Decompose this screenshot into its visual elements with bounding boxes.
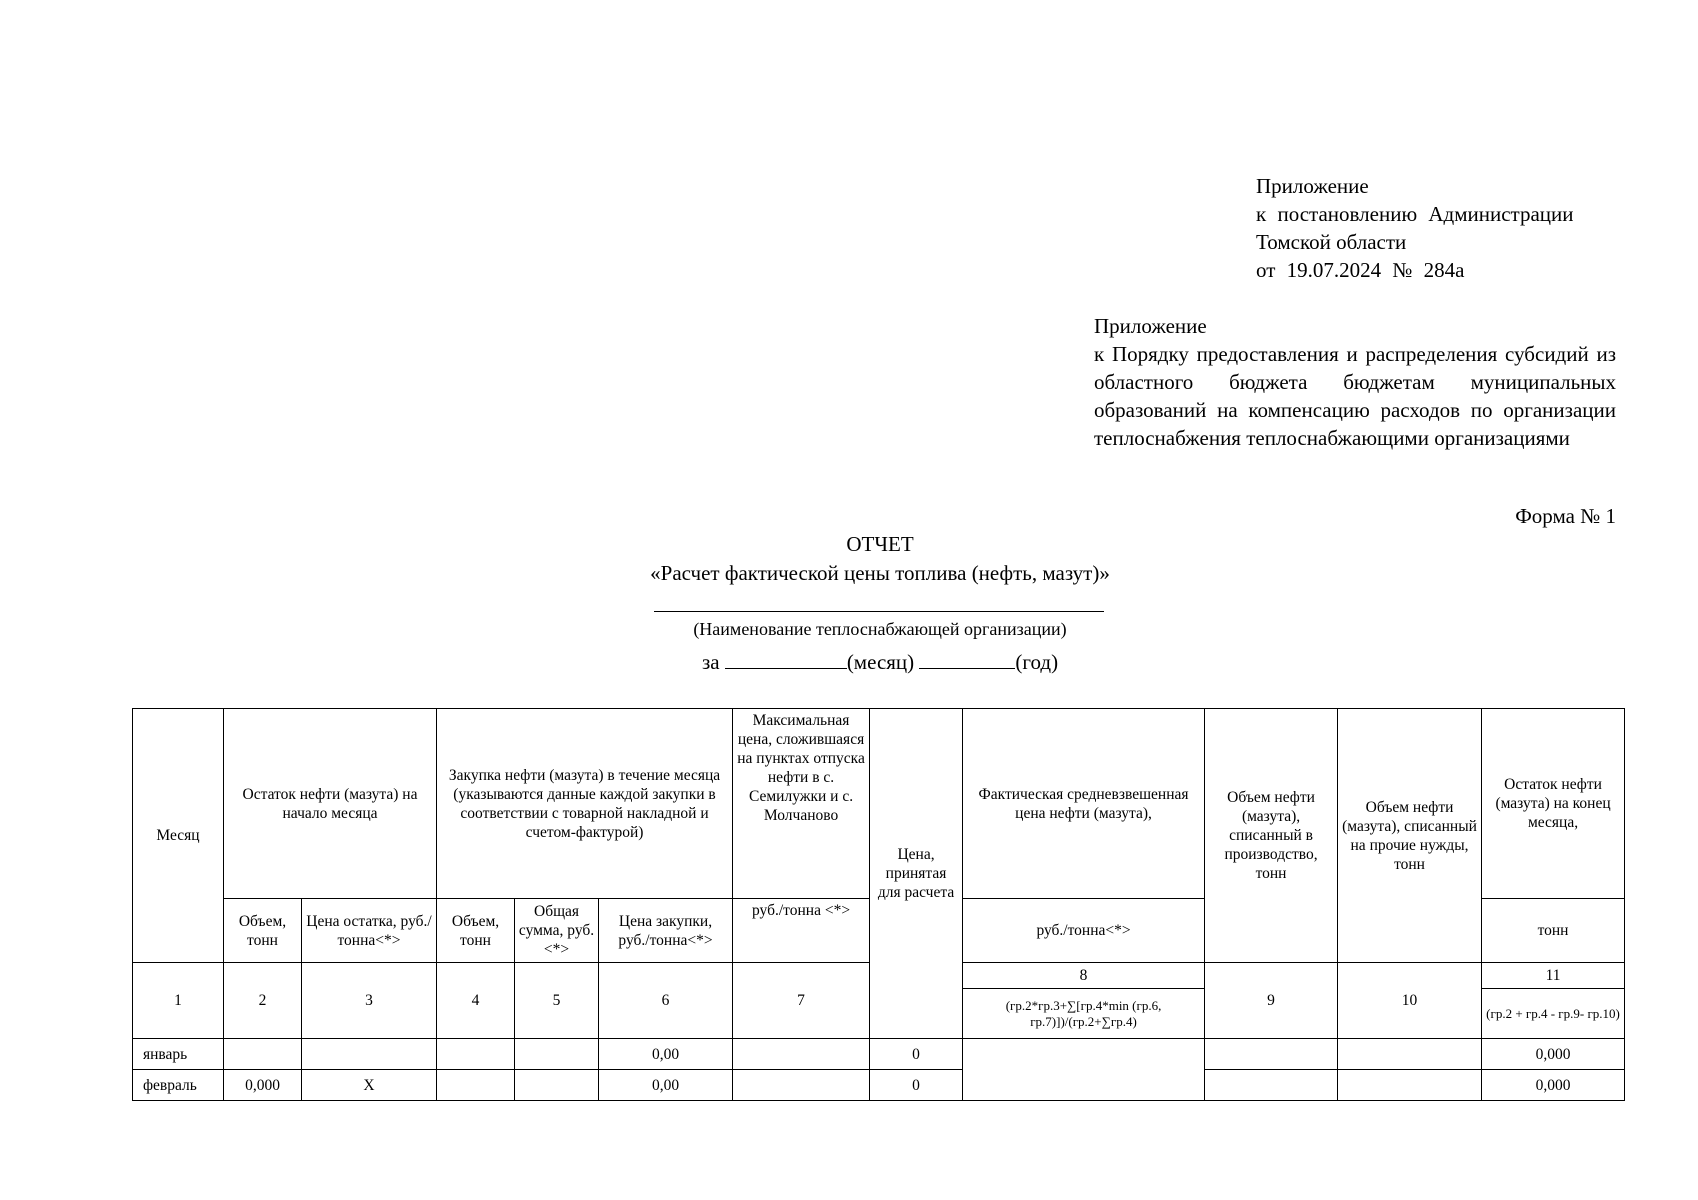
- table-header-row: [133, 709, 1625, 899]
- subheader-remainder-end-unit: тонн: [1482, 899, 1625, 963]
- header-actual-price: Фактическая средневзвешенная цена нефти (мазута),: [963, 709, 1205, 899]
- appendix-order-line2: к постановлению Администрации: [1256, 202, 1574, 226]
- header-remainder-end: Остаток нефти (мазута) на конец месяца,: [1482, 709, 1625, 899]
- cell-price-start: [302, 1039, 437, 1070]
- subheader-volume-start: Объем, тонн: [224, 899, 302, 963]
- cell-max-price: [733, 1039, 870, 1070]
- column-number-4: 4: [437, 963, 515, 1039]
- cell-accepted-price: 0: [870, 1039, 963, 1070]
- appendix-order-date-number: от 19.07.2024 № 284а: [1256, 258, 1465, 282]
- period-prefix: за: [701, 650, 720, 674]
- row-month: февраль: [133, 1070, 224, 1101]
- appendix-order-block: [1256, 172, 1616, 284]
- cell-written-other: [1338, 1039, 1482, 1070]
- row-month: январь: [133, 1039, 224, 1070]
- cell-actual-price: [963, 1039, 1205, 1101]
- column-number-11: 11: [1482, 963, 1625, 989]
- subheader-max-price-unit: руб./тонна <*>: [733, 899, 870, 963]
- subheader-actual-price-unit: руб./тонна<*>: [963, 899, 1205, 963]
- formula-column-8: (гр.2*гр.3+∑[гр.4*min (гр.6, гр.7)])/(гр.2+∑гр.4): [963, 989, 1205, 1039]
- column-number-8: 8: [963, 963, 1205, 989]
- year-blank-line: [919, 650, 1015, 669]
- formula-column-11: (гр.2 + гр.4 - гр.9- гр.10): [1482, 989, 1625, 1039]
- column-number-2: 2: [224, 963, 302, 1039]
- header-accepted-price: Цена, принятая для расчета: [870, 709, 963, 1039]
- column-number-5: 5: [515, 963, 599, 1039]
- column-number-1: 1: [133, 963, 224, 1039]
- organization-name-line: [654, 611, 1104, 612]
- appendix-procedure-text: к Порядку предоставления и распределения субсидий из областного бюджета бюджетам муниципальных образований на компенсацию расходов по организации теплоснабжения теплоснабжающими организациями: [1094, 342, 1616, 450]
- column-number-3: 3: [302, 963, 437, 1039]
- cell-volume-start: 0,000: [224, 1070, 302, 1101]
- column-number-9: 9: [1205, 963, 1338, 1039]
- report-subtitle: «Расчет фактической цены топлива (нефть, мазут)»: [650, 561, 1110, 585]
- cell-remainder-end: 0,000: [1482, 1039, 1625, 1070]
- column-number-6: 6: [599, 963, 733, 1039]
- cell-purchase-price: 0,00: [599, 1039, 733, 1070]
- header-written-other: Объем нефти (мазута), списанный на прочие нужды, тонн: [1338, 709, 1482, 963]
- cell-accepted-price: 0: [870, 1070, 963, 1101]
- cell-price-start: Х: [302, 1070, 437, 1101]
- cell-written-other: [1338, 1070, 1482, 1101]
- period-year-label: (год): [1015, 650, 1059, 674]
- period-month-label: (месяц): [846, 650, 915, 674]
- appendix-order-line3: Томской области: [1256, 230, 1407, 254]
- subheader-total-sum: Общая сумма, руб.<*>: [515, 899, 599, 963]
- table-row: [133, 1070, 1625, 1101]
- subheader-volume-purchase: Объем, тонн: [437, 899, 515, 963]
- appendix-procedure-heading: Приложение: [1094, 314, 1207, 338]
- cell-total-sum: [515, 1070, 599, 1101]
- cell-volume-purchase: [437, 1039, 515, 1070]
- month-blank-line: [725, 650, 847, 669]
- header-remainder-start: Остаток нефти (мазута) на начало месяца: [224, 709, 437, 899]
- subheader-purchase-price: Цена закупки, руб./тонна<*>: [599, 899, 733, 963]
- cell-volume-start: [224, 1039, 302, 1070]
- column-number-10: 10: [1338, 963, 1482, 1039]
- header-month: Месяц: [133, 709, 224, 963]
- appendix-procedure-block: [1094, 312, 1616, 452]
- report-title: ОТЧЕТ: [846, 532, 914, 556]
- cell-written-production: [1205, 1070, 1338, 1101]
- table-row: [133, 1039, 1625, 1070]
- fuel-price-report-table: [132, 708, 1625, 1101]
- report-period: [560, 647, 1200, 677]
- cell-volume-purchase: [437, 1070, 515, 1101]
- subheader-price-start: Цена остатка, руб./тонна<*>: [302, 899, 437, 963]
- appendix-order-heading: Приложение: [1256, 174, 1369, 198]
- cell-written-production: [1205, 1039, 1338, 1070]
- column-number-7: 7: [733, 963, 870, 1039]
- cell-remainder-end: 0,000: [1482, 1070, 1625, 1101]
- cell-total-sum: [515, 1039, 599, 1070]
- form-number: Форма № 1: [1515, 504, 1616, 528]
- header-written-production: Объем нефти (мазута), списанный в производство, тонн: [1205, 709, 1338, 963]
- header-purchase: Закупка нефти (мазута) в течение месяца (указываются данные каждой закупки в соответствии с товарной накладной и счетом-фактурой): [437, 709, 733, 899]
- cell-max-price: [733, 1070, 870, 1101]
- report-title-block: [500, 530, 1260, 588]
- organization-name-caption: (Наименование теплоснабжающей организации): [693, 619, 1067, 639]
- header-max-price: Максимальная цена, сложившаяся на пунктах отпуска нефти в с. Семилужки и с. Молчаново: [733, 709, 870, 899]
- cell-purchase-price: 0,00: [599, 1070, 733, 1101]
